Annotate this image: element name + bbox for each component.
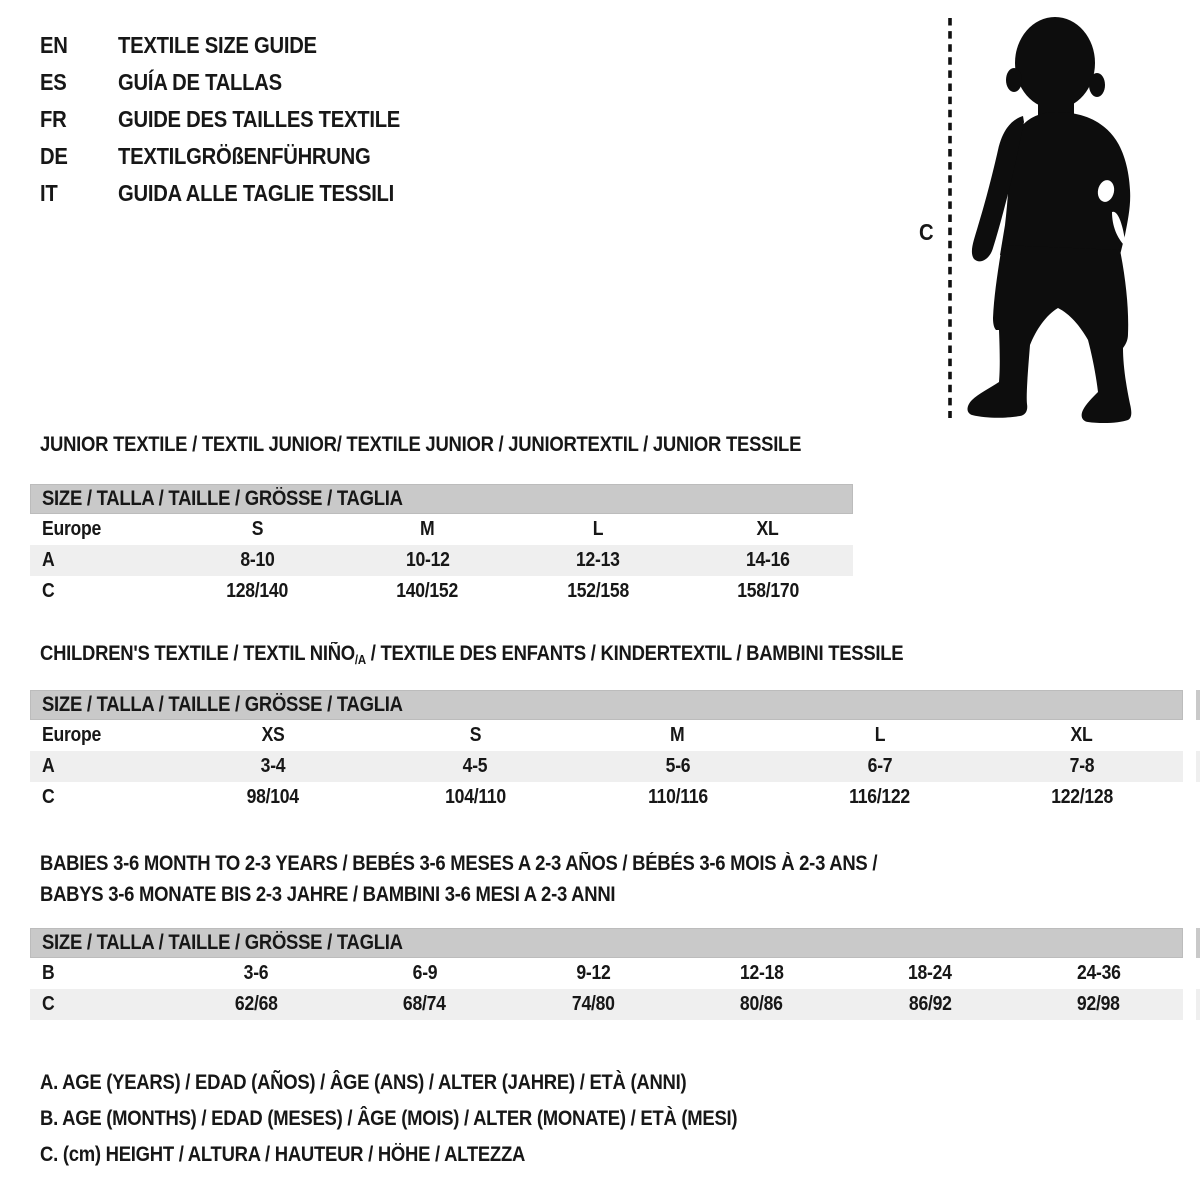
language-title-list	[40, 27, 439, 212]
nino-a-subscript: /A	[354, 652, 366, 667]
table-row-height: C 128/140 140/152 152/158 158/170	[42, 580, 799, 602]
language-code: FR	[40, 106, 67, 132]
guide-title-it: GUIDA ALLE TAGLIE TESSILI	[118, 180, 395, 206]
language-row-it	[40, 175, 439, 212]
guide-title-fr: GUIDE DES TAILLES TEXTILE	[118, 106, 401, 132]
size-header-row: SIZE / TALLA / TAILLE / GRÖSSE / TAGLIA	[30, 690, 1183, 720]
children-size-table	[30, 690, 1183, 813]
language-row-fr	[40, 101, 439, 138]
language-code: IT	[40, 180, 58, 206]
children-section-title: CHILDREN'S TEXTILE / TEXTIL $NIÑO_{/A}$ / TEXTILE DES ENFANTS / KINDERTEXTIL / BAMBINI TESSILE	[40, 642, 904, 667]
guide-title-de: TEXTILGRÖßENFÜHRUNG	[118, 143, 371, 169]
table-edge-sliver	[1196, 751, 1200, 782]
toddler-silhouette	[968, 17, 1132, 423]
table-edge-sliver	[1196, 989, 1200, 1020]
guide-title-es: GUÍA DE TALLAS	[118, 69, 282, 95]
table-edge-sliver	[1196, 690, 1200, 720]
language-row-es	[40, 64, 439, 101]
legend-line-b: B. AGE (MONTHS) / EDAD (MESES) / ÂGE (MOIS) / ALTER (MONATE) / ETÀ (MESI)	[40, 1107, 738, 1130]
height-measure-label: C	[918, 219, 934, 245]
table-row-height: C 98/104 104/110 110/116 116/122 122/128	[42, 786, 1113, 808]
legend-line-c: C. (cm) HEIGHT / ALTURA / HAUTEUR / HÖHE / ALTEZZA	[40, 1143, 526, 1166]
junior-size-table	[30, 484, 853, 607]
table-row-height: C 62/68 68/74 74/80 80/86 86/92 92/98	[30, 989, 1183, 1020]
toddler-silhouette-figure	[920, 0, 1160, 425]
table-row-age-years: A 3-4 4-5 5-6 6-7 7-8	[30, 751, 1183, 782]
size-header-row: SIZE / TALLA / TAILLE / GRÖSSE / TAGLIA	[30, 928, 1183, 958]
language-row-de	[40, 138, 439, 175]
language-code: DE	[40, 143, 68, 169]
babies-size-table	[30, 928, 1183, 1020]
table-row-age-years: A 8-10 10-12 12-13 14-16	[30, 545, 853, 576]
language-code: ES	[40, 69, 67, 95]
measurement-legend	[40, 1065, 832, 1173]
babies-section-title: BABIES 3-6 MONTH TO 2-3 YEARS / BEBÉS 3-6 MESES A 2-3 AÑOS / BÉBÉS 3-6 MOIS À 2-3 ANS / BABYS 3-6 MONATE BIS 2-3 JAHRE / BAMBINI 3-6 MESI A 2-3 ANNI	[40, 852, 878, 906]
guide-title-en: TEXTILE SIZE GUIDE	[118, 32, 317, 58]
table-row-europe: Europe XS S M L XL	[42, 724, 1093, 746]
table-edge-sliver	[1196, 928, 1200, 958]
table-row-europe: Europe S M L XL	[42, 518, 779, 540]
table-row-age-months: B 3-6 6-9 9-12 12-18 18-24 24-36	[42, 962, 1121, 984]
junior-section-title: JUNIOR TEXTILE / TEXTIL JUNIOR/ TEXTILE JUNIOR / JUNIORTEXTIL / JUNIOR TESSILE	[40, 433, 802, 456]
language-code: EN	[40, 32, 68, 58]
legend-line-a: A. AGE (YEARS) / EDAD (AÑOS) / ÂGE (ANS) / ALTER (JAHRE) / ETÀ (ANNI)	[40, 1071, 687, 1094]
size-header-row: SIZE / TALLA / TAILLE / GRÖSSE / TAGLIA	[30, 484, 853, 514]
language-row-en	[40, 27, 439, 64]
